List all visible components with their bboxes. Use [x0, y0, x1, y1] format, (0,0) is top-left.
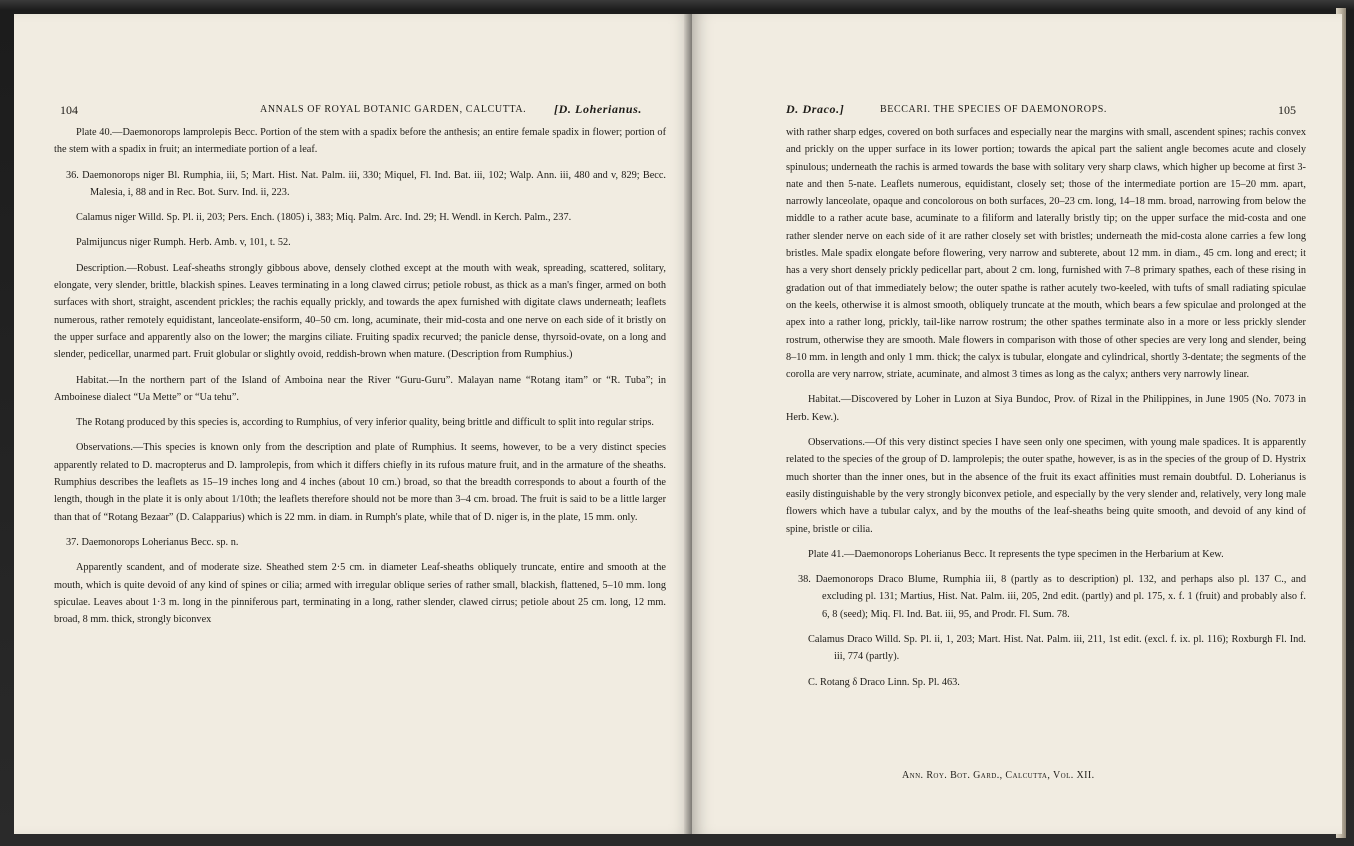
running-head: ANNALS OF ROYAL BOTANIC GARDEN, CALCUTTA. — [260, 104, 527, 115]
running-head: BECCARI. THE SPECIES OF DAEMONOROPS. — [880, 104, 1108, 115]
species-38-heading: 38. Daemonorops Draco Blume, Rumphia iii, 8 (partly as to description) pl. 132, and perhaps also pl. 137 C., and excluding pl. 131; Martius, Hist. Nat. Palm. iii, 205, 2nd edit. (partly) and pl. 175, x. f. 1 (fruit) and probably also f. 6, 8 (seed); Miq. Fl. Ind. Bat. iii, 95, and Prodr. Fl. Sum. 78. — [798, 574, 1306, 620]
right-page — [692, 14, 1342, 834]
plate-40-caption: Plate 40.—Daemonorops lamprolepis Becc. Portion of the stem with a spadix before the anthesis; an entire female spadix in flower; portion of the stem with a spadix in fruit; an intermediate portion of a leaf. — [54, 127, 666, 156]
habitat-paragraph: Habitat.—Discovered by Loher in Luzon at Siya Bundoc, Prov. of Rizal in the Philippines, in June 1905 (No. 7073 in Herb. Kew.). — [786, 394, 1306, 423]
right-body-text — [786, 124, 1306, 691]
left-body-text — [54, 124, 666, 628]
synonym-citation: Palmijuncus niger Rumph. Herb. Amb. v, 101, t. 52. — [76, 237, 291, 249]
species-36-heading: 36. Daemonorops niger Bl. Rumphia, iii, 5; Mart. Hist. Nat. Palm. iii, 330; Miquel, Fl. Ind. Bat. iii, 102; Walp. Ann. iii, 480 and v, 829; Becc. Malesia, i, 88 and in Rec. Bot. Surv. Ind. ii, 223. — [66, 169, 666, 198]
observations-paragraph: Observations.—Of this very distinct species I have seen only one specimen, with young male spadices. It is apparently related to the species of the group of D. lamprolepis; the outer spathe, however, is as in the species of the group of D. Hystrix much shorter than the inner ones, but in the absence of the fruit its exact affinities must remain doubtful. D. Loherianus is easily distinguishable by the very strongly biconvex petiole, and especially by the very slender and, relatively, very long male flowers which have a tubular calyx, and by the mouths of the leaf-sheaths being quite smooth, and devoid of any kind of spine, bristle or cilia. — [786, 437, 1306, 535]
synonym-citation: C. Rotang δ Draco Linn. Sp. Pl. 463. — [808, 676, 960, 688]
page-footer: Ann. Roy. Bot. Gard., Calcutta, Vol. XII. — [902, 770, 1095, 781]
synonym-citation: Calamus niger Willd. Sp. Pl. ii, 203; Pers. Ench. (1805) i, 383; Miq. Palm. Arc. Ind. 29; H. Wendl. in Kerch. Palm., 237. — [76, 212, 572, 224]
left-page — [14, 14, 692, 834]
description-continuation: with rather sharp edges, covered on both surfaces and especially near the margins with small, ascendent spines; rachis convex and prickly on the upper surface in its lower portion; towards the apical part the salient angle becomes acute and closely spinulous; underneath the rachis is armed towards the base with solitary very sharp claws, which higher up become at first 3-nate and then 5-nate. Leaflets numerous, equidistant, closely set; those of the intermediate portion are 15–20 mm. apart, narrowly lanceolate, opaque and concolorous on both surfaces, 20–23 cm. long, 14–18 mm. broad, narrowing from below the middle to a rather acute base, acuminate to a filiform and laterally bristly tip; on the upper surface the mid-costa and one rather slender nerve on each side of it are rather closely set with bristles; underneath the mid-costa alone carries a few long bristles. Male spadix elongate before flowering, very narrow and subterete, about 12 mm. in diam., 45 cm. long and erect; it has a very short densely prickly pedicellar part, about 2 cm. long, furnished with 7–8 primary spathes, each of these rising in gradation out of that immediately below; the outer spathe is rather acutely two-keeled, with tufts of small radiating spiculae on the keels, otherwise it is almost smooth, obliquely truncate at the mouth, which bears a few spiculae and prolonged at the apex into a rather long, prickly, tail-like narrow rostrum; the other spathes terminate also in a more or less prickly slender rostrum, otherwise they are smooth. Male flowers in comparison with those of other species are very long and slender, being 8–10 mm. in length and only 1 mm. thick; the calyx is tubular, elongate and cylindrical, shortly 3-dentate; the segments of the corolla are very narrow, striate, acuminate, and almost 3 times as long as the calyx; anthers very narrowly linear. — [786, 127, 1306, 381]
page-number: 105 — [1278, 103, 1296, 117]
running-head-taxon: [D. Loherianus. — [554, 102, 643, 116]
description-paragraph: Apparently scandent, and of moderate size. Sheathed stem 2·5 cm. in diameter Leaf-sheaths obliquely truncate, entire and smooth at the mouth, which is quite devoid of any kind of spines or cilia; armed with irregular oblique series of rather small, blackish, flattened, 5–10 mm. long spiculae. Leaves about 1·3 m. long in the pinniferous part, terminating in a long, rather slender, clawed cirrus; petiole about 25 cm. long, 12 mm. broad, 8 mm. thick, strongly biconvex — [54, 562, 666, 626]
plate-41-caption: Plate 41.—Daemonorops Loherianus Becc. It represents the type specimen in the Herbarium at Kew. — [808, 548, 1224, 560]
synonym-citation: Calamus Draco Willd. Sp. Pl. ii, 1, 203; Mart. Hist. Nat. Palm. iii, 211, 1st edit. (excl. f. ix. pl. 116); Roxburgh Fl. Ind. iii, 774 (partly). — [808, 634, 1306, 663]
note-paragraph: The Rotang produced by this species is, according to Rumphius, of very inferior quality, being brittle and difficult to split into regular strips. — [76, 417, 654, 429]
page-number: 104 — [60, 103, 78, 117]
species-37-heading: 37. Daemonorops Loherianus Becc. sp. n. — [66, 536, 239, 548]
description-paragraph: Description.—Robust. Leaf-sheaths strongly gibbous above, densely clothed except at the mouth with weak, spreading, scattered, solitary, elongate, very slender, brittle, blackish spines. Leaves terminating in a long clawed cirrus; petiole robust, as thick as a man's finger, armed on both surfaces with short, straight, ascendent prickles; the rachis equally prickly, and towards the apex furnished with digitate claws underneath; leaflets numerous, rather remotely equidistant, lanceolate-ensiform, 40–50 cm. long, acuminate, their mid-costa and one nerve on each side of it bristly on the upper surface and apparently also on the lower; the margins ciliate. Fruiting spadix recurved; the panicle dense, thyrsoid-ovate, on a long and slender, pedicellar, unarmed part. Fruit globular or slightly ovoid, reddish-brown when mature. (Description from Rumphius.) — [54, 262, 666, 361]
observations-paragraph: Observations.—This species is known only from the description and plate of Rumphius. It seems, however, to be a very distinct species apparently related to D. macropterus and D. lamprolepis, from which it differs chiefly in its rufous mature fruit, and in the armature of the sheaths. Rumphius describes the leaflets as 15–19 inches long and 4 inches (about 10 cm.) broad, so that the breadth corresponds to about a fourth of the length, though in the plate it is only about 1/10th; the leaflets therefore should not be more than 3–4 cm. broad. The fruit is said to be a little larger than that of “Rotang Bezaar” (D. Calapparius) which is 22 mm. in diam. in Rumph's plate, while that of D. niger is, in the plate, 15 mm. only. — [54, 442, 666, 523]
habitat-paragraph: Habitat.—In the northern part of the Island of Amboina near the River “Guru-Guru”. Malayan name “Rotang itam” or “R. Tuba”; in Amboinese dialect “Ua Mette” or “Ua tehu”. — [54, 374, 666, 403]
running-head-taxon: D. Draco.] — [786, 102, 845, 116]
